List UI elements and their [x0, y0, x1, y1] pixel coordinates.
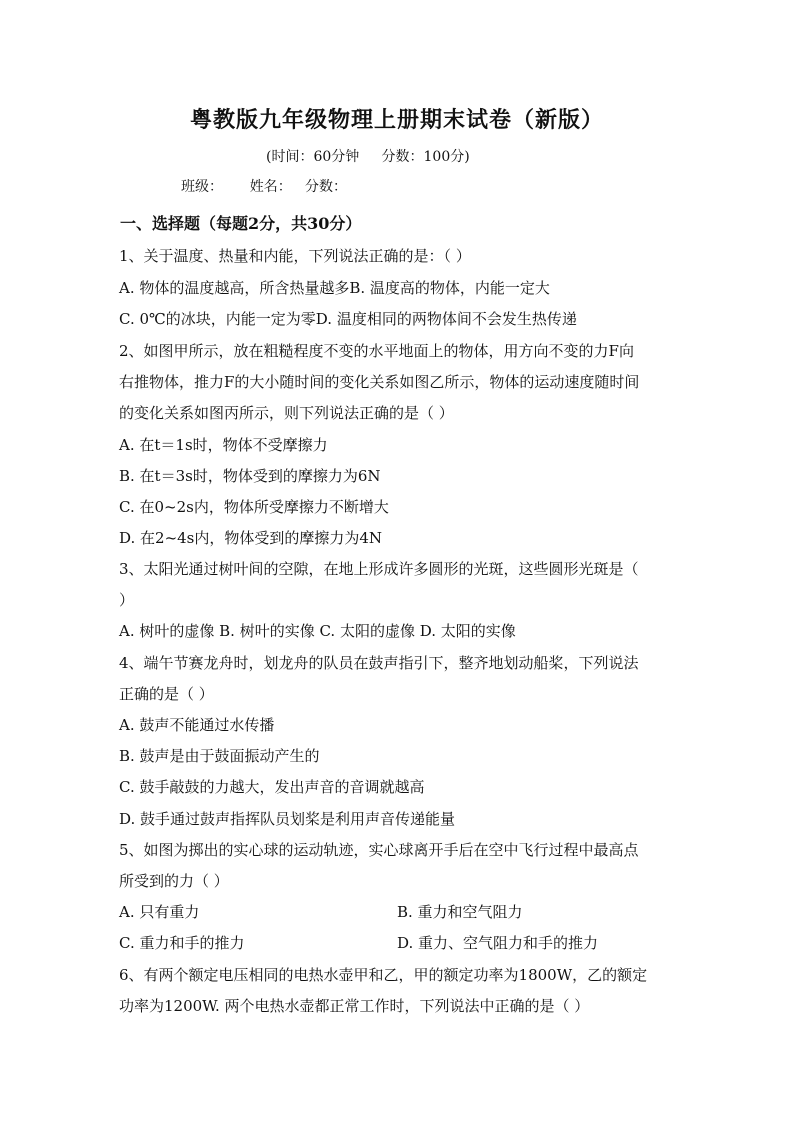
question-2-stem-line-3: 的变化关系如图丙所示，则下列说法正确的是（ ） — [119, 404, 454, 422]
question-5-option-c: C. 重力和手的推力 — [119, 934, 245, 952]
question-5-stem-line-1: 5、如图为掷出的实心球的运动轨迹，实心球离开手后在空中飞行过程中最高点 — [119, 841, 639, 859]
question-4-option-c: C. 鼓手敲鼓的力越大，发出声音的音调就越高 — [119, 778, 425, 796]
question-3-options: A. 树叶的虚像 B. 树叶的实像 C. 太阳的虚像 D. 太阳的实像 — [119, 622, 516, 640]
section-heading: 一、选择题（每题2分，共30分） — [120, 214, 362, 233]
question-4-stem-line-1: 4、端午节赛龙舟时，划龙舟的队员在鼓声指引下，整齐地划动船桨，下列说法 — [119, 654, 639, 672]
question-2-option-d: D. 在2~4s内，物体受到的摩擦力为4N — [119, 529, 383, 547]
question-2-stem-line-1: 2、如图甲所示，放在粗糙程度不变的水平地面上的物体，用方向不变的力F向 — [119, 342, 634, 360]
question-1-options-ab: A. 物体的温度越高，所含热量越多B. 温度高的物体，内能一定大 — [119, 279, 550, 297]
question-4-stem-line-2: 正确的是（ ） — [119, 685, 214, 703]
question-4-option-a: A. 鼓声不能通过水传播 — [119, 716, 275, 734]
question-1-stem: 1、关于温度、热量和内能，下列说法正确的是：（ ） — [119, 247, 471, 265]
question-4-option-d: D. 鼓手通过鼓声指挥队员划桨是利用声音传递能量 — [119, 810, 456, 828]
question-3-stem-line-1: 3、太阳光通过树叶间的空隙，在地上形成许多圆形的光斑，这些圆形光斑是（ — [119, 560, 639, 578]
question-6-stem-line-1: 6、有两个额定电压相同的电热水壶甲和乙，甲的额定功率为1800W，乙的额定 — [119, 966, 648, 984]
question-5-option-d: D. 重力、空气阻力和手的推力 — [397, 934, 599, 952]
question-2-option-c: C. 在0~2s内，物体所受摩擦力不断增大 — [119, 498, 389, 516]
question-2-option-b: B. 在t＝3s时，物体受到的摩擦力为6N — [119, 467, 381, 485]
question-4-option-b: B. 鼓声是由于鼓面振动产生的 — [119, 747, 320, 765]
exam-time-score: (时间：60分钟 分数：100分) — [266, 149, 470, 165]
question-2-stem-line-2: 右推物体，推力F的大小随时间的变化关系如图乙所示，物体的运动速度随时间 — [119, 373, 640, 391]
question-5-option-a: A. 只有重力 — [119, 903, 200, 921]
question-1-options-cd: C. 0℃的冰块，内能一定为零D. 温度相同的两物体间不会发生热传递 — [119, 310, 577, 328]
page-title: 粤教版九年级物理上册期末试卷（新版） — [189, 107, 604, 133]
question-3-stem-line-2: ） — [119, 591, 135, 609]
question-5-stem-line-2: 所受到的力（ ） — [119, 872, 229, 890]
student-info-line: 班级： 姓名： 分数： — [181, 179, 348, 195]
question-6-stem-line-2: 功率为1200W. 两个电热水壶都正常工作时，下列说法中正确的是（ ） — [119, 997, 590, 1015]
question-5-option-b: B. 重力和空气阻力 — [397, 903, 523, 921]
question-2-option-a: A. 在t＝1s时，物体不受摩擦力 — [119, 436, 328, 454]
